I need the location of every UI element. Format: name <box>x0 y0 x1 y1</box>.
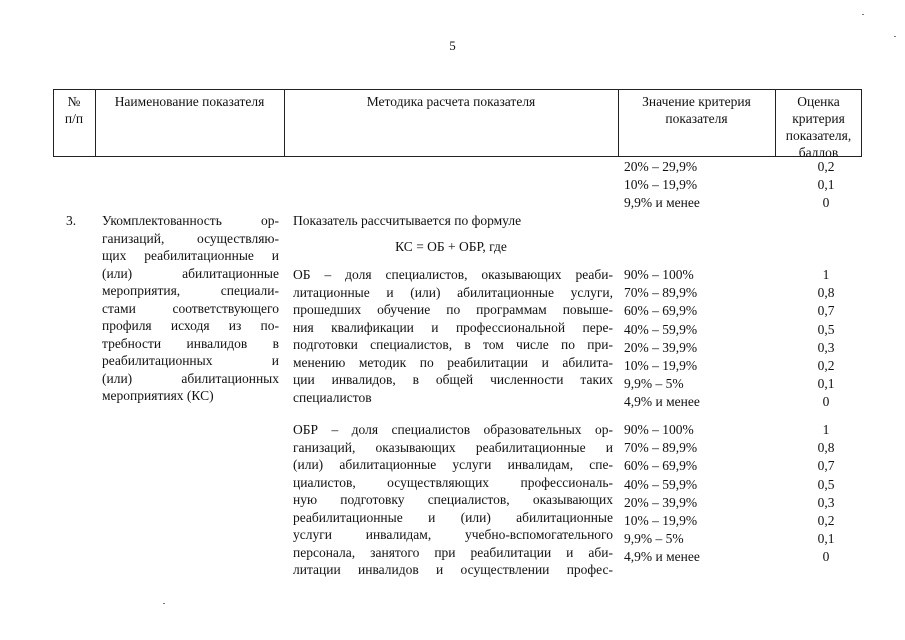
obr-line: ОБР – доля специалистов образовательных ор- <box>293 422 613 437</box>
ob-line: ния квалификации и профессиональной пере- <box>293 319 613 335</box>
indicator-name-line: стами соответствующего <box>102 300 279 316</box>
continuation-value: 9,9% и менее <box>624 195 700 210</box>
indicator-name-line: мероприятия, специали- <box>102 283 279 298</box>
header-col-number-line: п/п <box>64 111 84 126</box>
obr-description <box>293 421 613 579</box>
ob-value: 20% – 39,9% <box>624 339 698 355</box>
obr-line: ганизаций, оказывающих реабилитационные и <box>293 439 613 455</box>
obr-line: реабилитационные и (или) абилитационные <box>293 509 613 525</box>
indicator-name-line: (или) абилитационные <box>102 265 279 281</box>
obr-value: 4,9% и менее <box>624 549 700 565</box>
header-col-score-line: Оценка <box>797 94 840 109</box>
indicator-name-line: мероприятиях (КС) <box>102 388 214 403</box>
header-col-number-line: № <box>67 94 81 109</box>
header-col-score-line: критерия <box>792 111 845 126</box>
ob-value: 10% – 19,9% <box>624 358 698 374</box>
ob-score: 0 <box>822 394 830 410</box>
ob-value: 4,9% и менее <box>624 394 700 410</box>
continuation-score: 0,2 <box>817 159 835 174</box>
indicator-name-line: реабилитационных и <box>102 353 279 368</box>
header-col-score-line: баллов <box>798 145 839 160</box>
obr-value: 40% – 59,9% <box>624 476 698 492</box>
ob-value: 70% – 89,9% <box>624 285 698 301</box>
scan-speck <box>894 36 896 37</box>
obr-line: персонала, занятого при реабилитации и аби- <box>293 544 613 560</box>
ob-value: 9,9% – 5% <box>624 376 684 392</box>
obr-line: (или) абилитационные услуги инвалидам, спе- <box>293 457 613 472</box>
ob-value: 60% – 69,9% <box>624 303 698 319</box>
obr-score: 0,7 <box>817 458 835 474</box>
obr-line: ную подготовку специалистов, оказывающих <box>293 492 613 507</box>
scan-speck <box>163 603 165 604</box>
header-col-number <box>53 93 95 127</box>
obr-score: 0,5 <box>817 476 835 492</box>
ob-score: 1 <box>822 267 830 282</box>
obr-value: 60% – 69,9% <box>624 458 698 474</box>
ob-line: литационные и (или) абилитационные услуги, <box>293 284 613 300</box>
ob-score: 0,1 <box>817 376 835 392</box>
header-col-method: Методика расчета показателя <box>366 94 536 109</box>
obr-value: 9,9% – 5% <box>624 531 684 547</box>
ob-line: подготовки специалистов, в том числе по при- <box>293 337 613 352</box>
indicator-name <box>102 212 279 405</box>
ob-values <box>624 266 700 412</box>
ob-line: менению методик по реабилитации и абилита- <box>293 354 613 370</box>
ob-value: 40% – 59,9% <box>624 321 698 337</box>
obr-line: циалистов, осуществляющих профессиональ- <box>293 474 613 490</box>
scan-speck <box>862 14 864 15</box>
ob-score: 0,3 <box>817 339 835 355</box>
row-number: 3. <box>66 213 77 228</box>
obr-value: 20% – 39,9% <box>624 494 698 510</box>
header-col-name: Наименование показателя <box>114 94 265 109</box>
obr-line: литации инвалидов и осуществлении профес- <box>293 562 613 577</box>
continuation-value: 10% – 19,9% <box>624 177 698 192</box>
ob-line: специалистов <box>293 389 372 405</box>
ob-description <box>293 266 613 406</box>
indicator-name-line: щих реабилитационные и <box>102 248 279 263</box>
continuation-value: 20% – 29,9% <box>624 159 698 174</box>
ob-score: 0,5 <box>817 321 835 337</box>
ob-line: прошедших обучение по программам повыше- <box>293 302 613 317</box>
ob-line: ОБ – доля специалистов, оказывающих реаби- <box>293 267 613 282</box>
indicator-name-line: профиля исходя из по- <box>102 318 279 333</box>
obr-scores <box>806 421 846 567</box>
ob-line: ции инвалидов, в общей численности таких <box>293 372 613 387</box>
indicator-name-line: требности инвалидов в <box>102 335 279 351</box>
continuation-score: 0 <box>822 195 830 210</box>
formula: КС = ОБ + ОБР, где <box>395 239 507 254</box>
indicator-name-line: ганизаций, осуществляю- <box>102 230 279 246</box>
obr-line: услуги инвалидам, учебно-вспомогательного <box>293 527 613 542</box>
header-col-score-line: показателя, <box>785 128 852 143</box>
indicator-name-line: (или) абилитационных <box>102 370 279 386</box>
obr-score: 0,1 <box>817 531 835 547</box>
ob-value: 90% – 100% <box>624 267 694 282</box>
obr-score: 0 <box>822 549 830 565</box>
obr-score: 0,2 <box>817 513 835 529</box>
ob-score: 0,2 <box>817 358 835 374</box>
continuation-score: 0,1 <box>817 177 835 192</box>
indicator-name-line: Укомплектованность ор- <box>102 213 279 228</box>
obr-values <box>624 421 700 567</box>
header-col-score <box>775 93 862 161</box>
ob-score: 0,8 <box>817 285 835 301</box>
obr-score: 0,3 <box>817 494 835 510</box>
header-col-value-line: Значение критерия <box>642 94 751 109</box>
header-col-value <box>618 93 775 127</box>
obr-score: 1 <box>822 422 830 437</box>
obr-value: 90% – 100% <box>624 422 694 437</box>
obr-value: 70% – 89,9% <box>624 440 698 456</box>
method-intro: Показатель рассчитывается по формуле <box>293 213 522 228</box>
obr-value: 10% – 19,9% <box>624 513 698 529</box>
page-number: 5 <box>449 38 456 53</box>
obr-score: 0,8 <box>817 440 835 456</box>
ob-scores <box>806 266 846 412</box>
ob-score: 0,7 <box>817 303 835 319</box>
header-col-value-line: показателя <box>665 111 728 126</box>
